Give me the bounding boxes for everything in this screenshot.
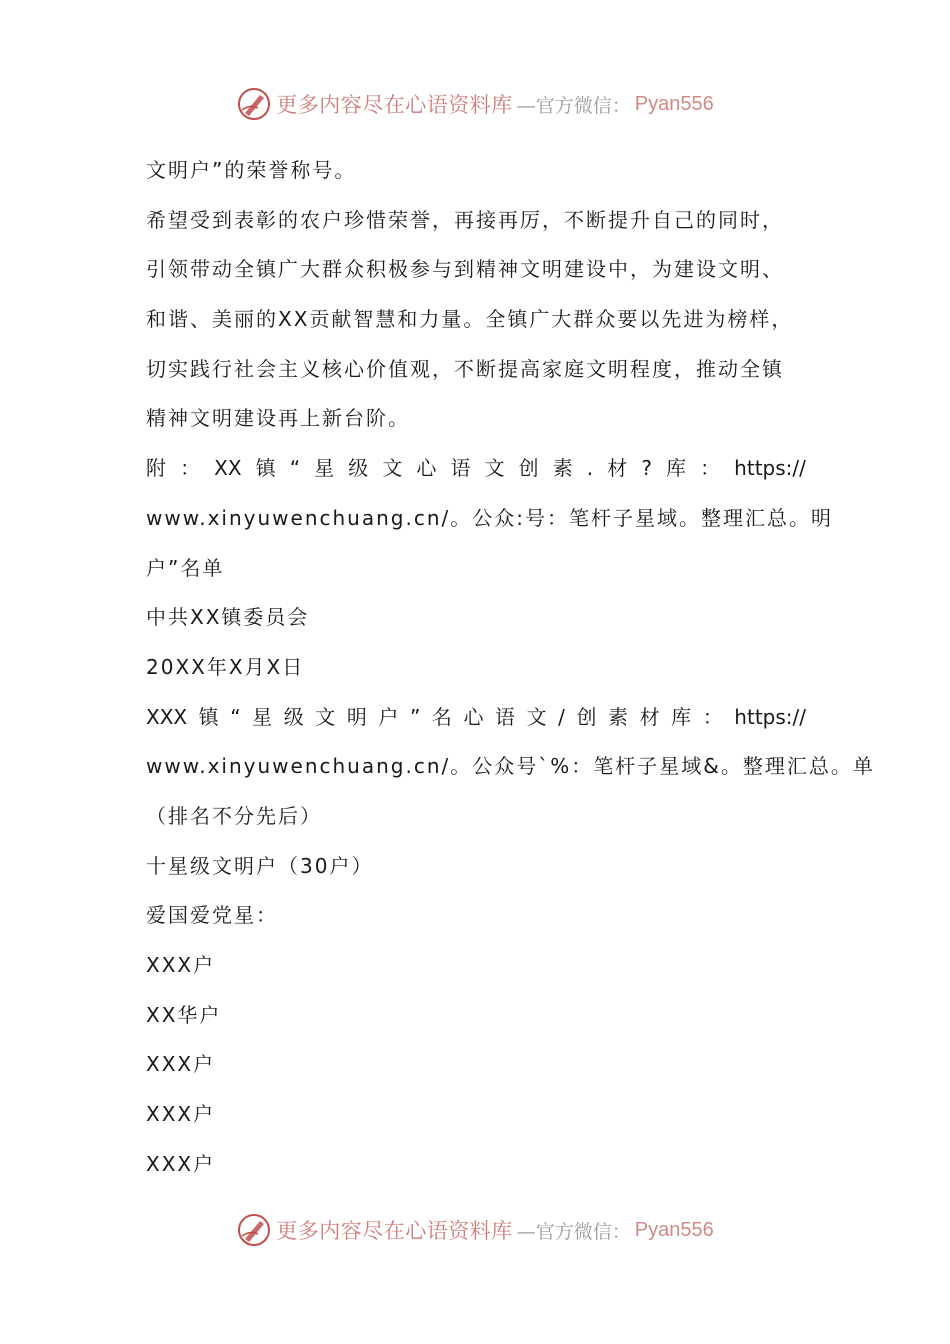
text-token: 附 bbox=[146, 456, 166, 481]
list-item: XXX户 bbox=[146, 1151, 216, 1176]
header-wechat-id: Pyan556 bbox=[634, 92, 714, 115]
text-token: . bbox=[586, 456, 594, 481]
paragraph-line: 户”名单 bbox=[146, 555, 225, 580]
attachment-line bbox=[146, 444, 806, 494]
text-token: 库 bbox=[671, 704, 692, 729]
text-token: 星 bbox=[314, 456, 335, 481]
text-token: 文 bbox=[382, 456, 403, 481]
text-token: 材 bbox=[639, 704, 660, 729]
list-title-line bbox=[146, 693, 806, 743]
text-token: https:// bbox=[734, 704, 806, 729]
text-token: 户 bbox=[378, 704, 399, 729]
footer-banner bbox=[0, 1208, 950, 1252]
paragraph-line: 希望受到表彰的农户珍惜荣誉，再接再厉，不断提升自己的同时， bbox=[146, 207, 784, 232]
subcategory-heading: 爱国爱党星： bbox=[146, 903, 278, 928]
list-item: XXX户 bbox=[146, 1102, 216, 1127]
header-title: 更多内容尽在心语资料库 bbox=[276, 93, 513, 117]
document-body bbox=[146, 146, 875, 1189]
text-token: 名 bbox=[431, 704, 452, 729]
text-token: 素 bbox=[608, 704, 629, 729]
text-token: 级 bbox=[283, 704, 304, 729]
pen-logo-icon bbox=[236, 1212, 272, 1248]
paragraph-line: 和谐、美丽的XX贡献智慧和力量。全镇广大群众要以先进为榜样， bbox=[146, 307, 794, 332]
footer-title: 更多内容尽在心语资料库 bbox=[276, 1219, 513, 1243]
url-line: www.xinyuwenchuang.cn/。公众:号：笔杆子星域。整理汇总。明 bbox=[146, 505, 833, 530]
paragraph-line: 切实践行社会主义核心价值观，不断提高家庭文明程度，推动全镇 bbox=[146, 356, 784, 381]
text-token: 创 bbox=[518, 456, 539, 481]
text-token: XX bbox=[214, 456, 242, 481]
list-item: XX华户 bbox=[146, 1002, 222, 1027]
list-item: XXX户 bbox=[146, 1052, 216, 1077]
signature-date: 20XX年X月X日 bbox=[146, 654, 305, 679]
text-token: “ bbox=[289, 456, 301, 481]
paragraph-line: 精神文明建设再上新台阶。 bbox=[146, 406, 410, 431]
text-token: 库 bbox=[666, 456, 687, 481]
url-line: www.xinyuwenchuang.cn/。公众号`%：笔杆子星域&。整理汇总。单 bbox=[146, 754, 875, 779]
text-token: 明 bbox=[346, 704, 367, 729]
text-token: ： bbox=[180, 456, 201, 481]
text-token: 语 bbox=[495, 704, 516, 729]
footer-wechat-id: Pyan556 bbox=[634, 1218, 714, 1241]
text-token: 星 bbox=[252, 704, 273, 729]
signature-org: 中共XX镇委员会 bbox=[146, 605, 310, 630]
text-token: https:// bbox=[734, 456, 806, 481]
paragraph-line: 文明户”的荣誉称号。 bbox=[146, 158, 357, 182]
text-token: 材 bbox=[607, 456, 628, 481]
text-token: 素 bbox=[552, 456, 573, 481]
text-token: 镇 bbox=[255, 456, 276, 481]
text-token: ? bbox=[641, 456, 652, 481]
text-token: 语 bbox=[450, 456, 471, 481]
header-banner bbox=[0, 82, 950, 126]
text-token: ” bbox=[409, 704, 421, 729]
text-token: “ bbox=[230, 704, 241, 729]
list-note: （排名不分先后） bbox=[146, 803, 322, 828]
text-token: 文 bbox=[315, 704, 336, 729]
text-token: XXX bbox=[146, 704, 188, 729]
text-token: ： bbox=[702, 704, 723, 729]
header-subtitle: —官方微信： bbox=[516, 94, 631, 117]
text-token: 文 bbox=[484, 456, 505, 481]
text-token: ： bbox=[700, 456, 721, 481]
text-token: 文 bbox=[526, 704, 547, 729]
pen-logo-icon bbox=[236, 86, 272, 122]
text-token: 级 bbox=[348, 456, 369, 481]
list-item: XXX户 bbox=[146, 953, 216, 977]
text-token: 心 bbox=[416, 456, 437, 481]
category-heading: 十星级文明户（30户） bbox=[146, 853, 374, 878]
text-token: 创 bbox=[576, 704, 597, 729]
footer-subtitle: —官方微信： bbox=[516, 1220, 631, 1243]
paragraph-line: 引领带动全镇广大群众积极参与到精神文明建设中，为建设文明、 bbox=[146, 257, 784, 282]
text-token: 镇 bbox=[198, 704, 219, 729]
text-token: / bbox=[558, 704, 565, 729]
text-token: 心 bbox=[463, 704, 484, 729]
